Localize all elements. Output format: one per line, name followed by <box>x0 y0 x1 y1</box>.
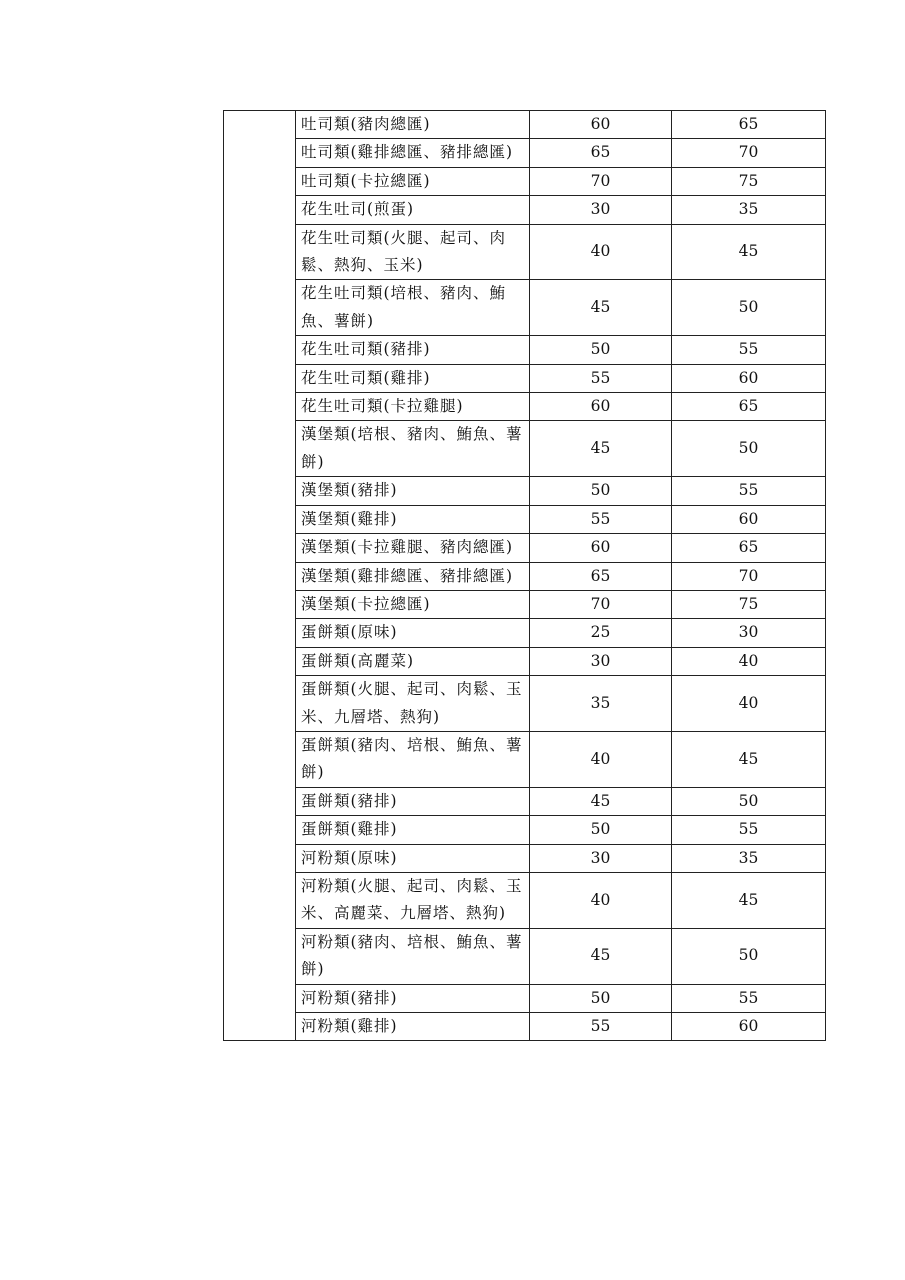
table-row <box>224 393 826 421</box>
menu-item-name: 漢堡類(卡拉雞腿、豬肉總匯) <box>296 534 530 562</box>
price-cell-a: 45 <box>530 280 672 336</box>
table-row <box>224 619 826 647</box>
menu-item-name: 河粉類(豬排) <box>296 984 530 1012</box>
price-cell-b: 60 <box>672 364 826 392</box>
menu-item-name: 漢堡類(培根、豬肉、鮪魚、薯餅) <box>296 421 530 477</box>
table-row <box>224 928 826 984</box>
price-cell-b: 65 <box>672 393 826 421</box>
price-cell-b: 45 <box>672 731 826 787</box>
menu-item-name: 漢堡類(豬排) <box>296 477 530 505</box>
price-cell-b: 40 <box>672 647 826 675</box>
price-cell-a: 70 <box>530 590 672 618</box>
price-cell-b: 50 <box>672 421 826 477</box>
price-cell-a: 50 <box>530 984 672 1012</box>
table-row <box>224 139 826 167</box>
table-row <box>224 647 826 675</box>
price-cell-b: 75 <box>672 590 826 618</box>
price-cell-b: 75 <box>672 167 826 195</box>
table-row <box>224 872 826 928</box>
menu-item-name: 花生吐司類(雞排) <box>296 364 530 392</box>
price-cell-b: 35 <box>672 844 826 872</box>
table-row <box>224 562 826 590</box>
price-cell-b: 70 <box>672 562 826 590</box>
price-cell-a: 60 <box>530 534 672 562</box>
price-cell-a: 55 <box>530 1013 672 1041</box>
price-cell-b: 30 <box>672 619 826 647</box>
price-cell-b: 60 <box>672 1013 826 1041</box>
table-row <box>224 731 826 787</box>
price-cell-b: 40 <box>672 676 826 732</box>
menu-item-name: 吐司類(豬肉總匯) <box>296 111 530 139</box>
price-cell-b: 55 <box>672 816 826 844</box>
table-row <box>224 421 826 477</box>
price-cell-b: 45 <box>672 872 826 928</box>
price-cell-a: 60 <box>530 393 672 421</box>
price-cell-b: 65 <box>672 111 826 139</box>
menu-table-body <box>224 111 826 1041</box>
price-cell-a: 45 <box>530 928 672 984</box>
price-cell-a: 55 <box>530 364 672 392</box>
table-row <box>224 280 826 336</box>
menu-price-table <box>223 110 826 1041</box>
menu-item-name: 吐司類(卡拉總匯) <box>296 167 530 195</box>
price-cell-b: 70 <box>672 139 826 167</box>
price-cell-a: 70 <box>530 167 672 195</box>
table-row <box>224 336 826 364</box>
price-cell-a: 45 <box>530 421 672 477</box>
table-row <box>224 196 826 224</box>
price-cell-b: 55 <box>672 477 826 505</box>
price-cell-a: 30 <box>530 647 672 675</box>
menu-item-name: 蛋餅類(豬排) <box>296 787 530 815</box>
table-row <box>224 590 826 618</box>
price-cell-b: 65 <box>672 534 826 562</box>
price-cell-a: 35 <box>530 676 672 732</box>
price-cell-a: 30 <box>530 844 672 872</box>
price-cell-b: 50 <box>672 928 826 984</box>
menu-item-name: 花生吐司類(卡拉雞腿) <box>296 393 530 421</box>
table-row <box>224 364 826 392</box>
menu-item-name: 花生吐司類(火腿、起司、肉鬆、熱狗、玉米) <box>296 224 530 280</box>
menu-item-name: 吐司類(雞排總匯、豬排總匯) <box>296 139 530 167</box>
table-row <box>224 1013 826 1041</box>
menu-item-name: 花生吐司類(豬排) <box>296 336 530 364</box>
price-cell-a: 55 <box>530 505 672 533</box>
price-cell-a: 50 <box>530 816 672 844</box>
price-cell-a: 50 <box>530 477 672 505</box>
price-cell-a: 30 <box>530 196 672 224</box>
table-row <box>224 111 826 139</box>
price-cell-a: 50 <box>530 336 672 364</box>
table-row <box>224 984 826 1012</box>
menu-item-name: 漢堡類(雞排) <box>296 505 530 533</box>
menu-item-name: 河粉類(豬肉、培根、鮪魚、薯餅) <box>296 928 530 984</box>
price-cell-a: 65 <box>530 139 672 167</box>
table-row <box>224 787 826 815</box>
category-cell <box>224 111 296 1041</box>
menu-item-name: 花生吐司類(培根、豬肉、鮪魚、薯餅) <box>296 280 530 336</box>
price-cell-b: 50 <box>672 280 826 336</box>
price-cell-b: 35 <box>672 196 826 224</box>
price-cell-a: 40 <box>530 224 672 280</box>
table-row <box>224 816 826 844</box>
table-row <box>224 224 826 280</box>
price-cell-b: 45 <box>672 224 826 280</box>
price-cell-a: 45 <box>530 787 672 815</box>
menu-item-name: 蛋餅類(原味) <box>296 619 530 647</box>
menu-item-name: 漢堡類(卡拉總匯) <box>296 590 530 618</box>
menu-item-name: 蛋餅類(雞排) <box>296 816 530 844</box>
price-cell-a: 65 <box>530 562 672 590</box>
table-row <box>224 534 826 562</box>
price-cell-a: 60 <box>530 111 672 139</box>
table-row <box>224 844 826 872</box>
price-cell-a: 40 <box>530 731 672 787</box>
table-row <box>224 477 826 505</box>
menu-item-name: 河粉類(火腿、起司、肉鬆、玉米、高麗菜、九層塔、熱狗) <box>296 872 530 928</box>
menu-item-name: 漢堡類(雞排總匯、豬排總匯) <box>296 562 530 590</box>
table-row <box>224 676 826 732</box>
menu-item-name: 河粉類(雞排) <box>296 1013 530 1041</box>
price-cell-b: 55 <box>672 336 826 364</box>
price-cell-a: 25 <box>530 619 672 647</box>
price-cell-b: 50 <box>672 787 826 815</box>
price-cell-b: 60 <box>672 505 826 533</box>
menu-item-name: 蛋餅類(豬肉、培根、鮪魚、薯餅) <box>296 731 530 787</box>
table-row <box>224 505 826 533</box>
price-cell-a: 40 <box>530 872 672 928</box>
menu-item-name: 蛋餅類(高麗菜) <box>296 647 530 675</box>
menu-item-name: 花生吐司(煎蛋) <box>296 196 530 224</box>
menu-item-name: 河粉類(原味) <box>296 844 530 872</box>
price-cell-b: 55 <box>672 984 826 1012</box>
menu-item-name: 蛋餅類(火腿、起司、肉鬆、玉米、九層塔、熱狗) <box>296 676 530 732</box>
table-row <box>224 167 826 195</box>
